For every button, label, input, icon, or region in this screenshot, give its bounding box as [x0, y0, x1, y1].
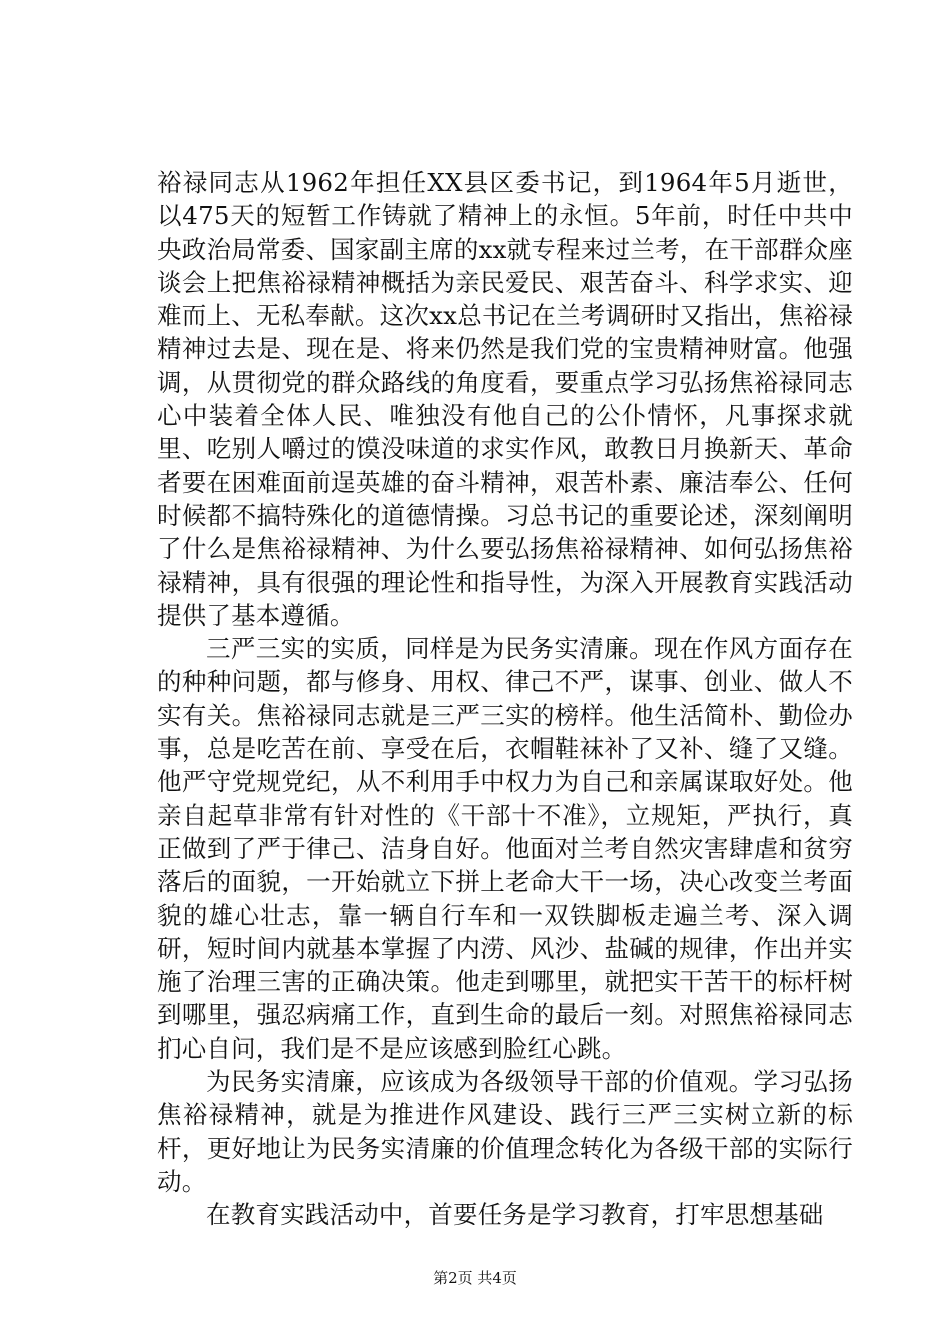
- paragraph-4: 在教育实践活动中，首要任务是学习教育，打牢思想基础: [206, 1200, 824, 1230]
- document-body: [157, 166, 853, 1232]
- paragraph-3: 为民务实清廉，应该成为各级领导干部的价值观。学习弘扬焦裕禄精神，就是为推进作风建设、践行三严三实树立新的标杆，更好地让为民务实清廉的价值理念转化为各级干部的实际行动。: [157, 1067, 853, 1196]
- page-number-label: 第2页 共4页: [433, 1269, 517, 1287]
- paragraph-2: 三严三实的实质，同样是为民务实清廉。现在作风方面存在的种种问题，都与修身、用权、律己不严，谋事、创业、做人不实有关。焦裕禄同志就是三严三实的榜样。他生活简朴、勤俭办事，总是吃苦在前、享受在后，衣帽鞋袜补了又补、缝了又缝。他严守党规党纪，从不利用手中权力为自己和亲属谋取好处。他亲自起草非常有针对性的《干部十不准》，立规矩，严执行，真正做到了严于律己、洁身自好。他面对兰考自然灾害肆虐和贫穷落后的面貌，一开始就立下拼上老命大干一场，决心改变兰考面貌的雄心壮志，靠一辆自行车和一双铁脚板走遍兰考、深入调研，短时间内就基本掌握了内涝、风沙、盐碱的规律，作出并实施了治理三害的正确决策。他走到哪里，就把实干苦干的标杆树到哪里，强忍病痛工作，直到生命的最后一刻。对照焦裕禄同志扪心自问，我们是不是应该感到脸红心跳。: [157, 634, 853, 1063]
- page-footer: [0, 1268, 950, 1288]
- paragraph-1: 裕禄同志从1962年担任XX县区委书记，到1964年5月逝世，以475天的短暂工作铸就了精神上的永恒。5年前，时任中共中央政治局常委、国家副主席的xx就专程来过兰考，在干部群众座谈会上把焦裕禄精神概括为亲民爱民、艰苦奋斗、科学求实、迎难而上、无私奉献。这次xx总书记在兰考调研时又指出，焦裕禄精神过去是、现在是、将来仍然是我们党的宝贵精神财富。他强调，从贯彻党的群众路线的角度看，要重点学习弘扬焦裕禄同志心中装着全体人民、唯独没有他自己的公仆情怀，凡事探求就里、吃别人嚼过的馍没味道的求实作风，敢教日月换新天、革命者要在困难面前逞英雄的奋斗精神，艰苦朴素、廉洁奉公、任何时候都不搞特殊化的道德情操。习总书记的重要论述，深刻阐明了什么是焦裕禄精神、为什么要弘扬焦裕禄精神、如何弘扬焦裕禄精神，具有很强的理论性和指导性，为深入开展教育实践活动提供了基本遵循。: [157, 168, 853, 630]
